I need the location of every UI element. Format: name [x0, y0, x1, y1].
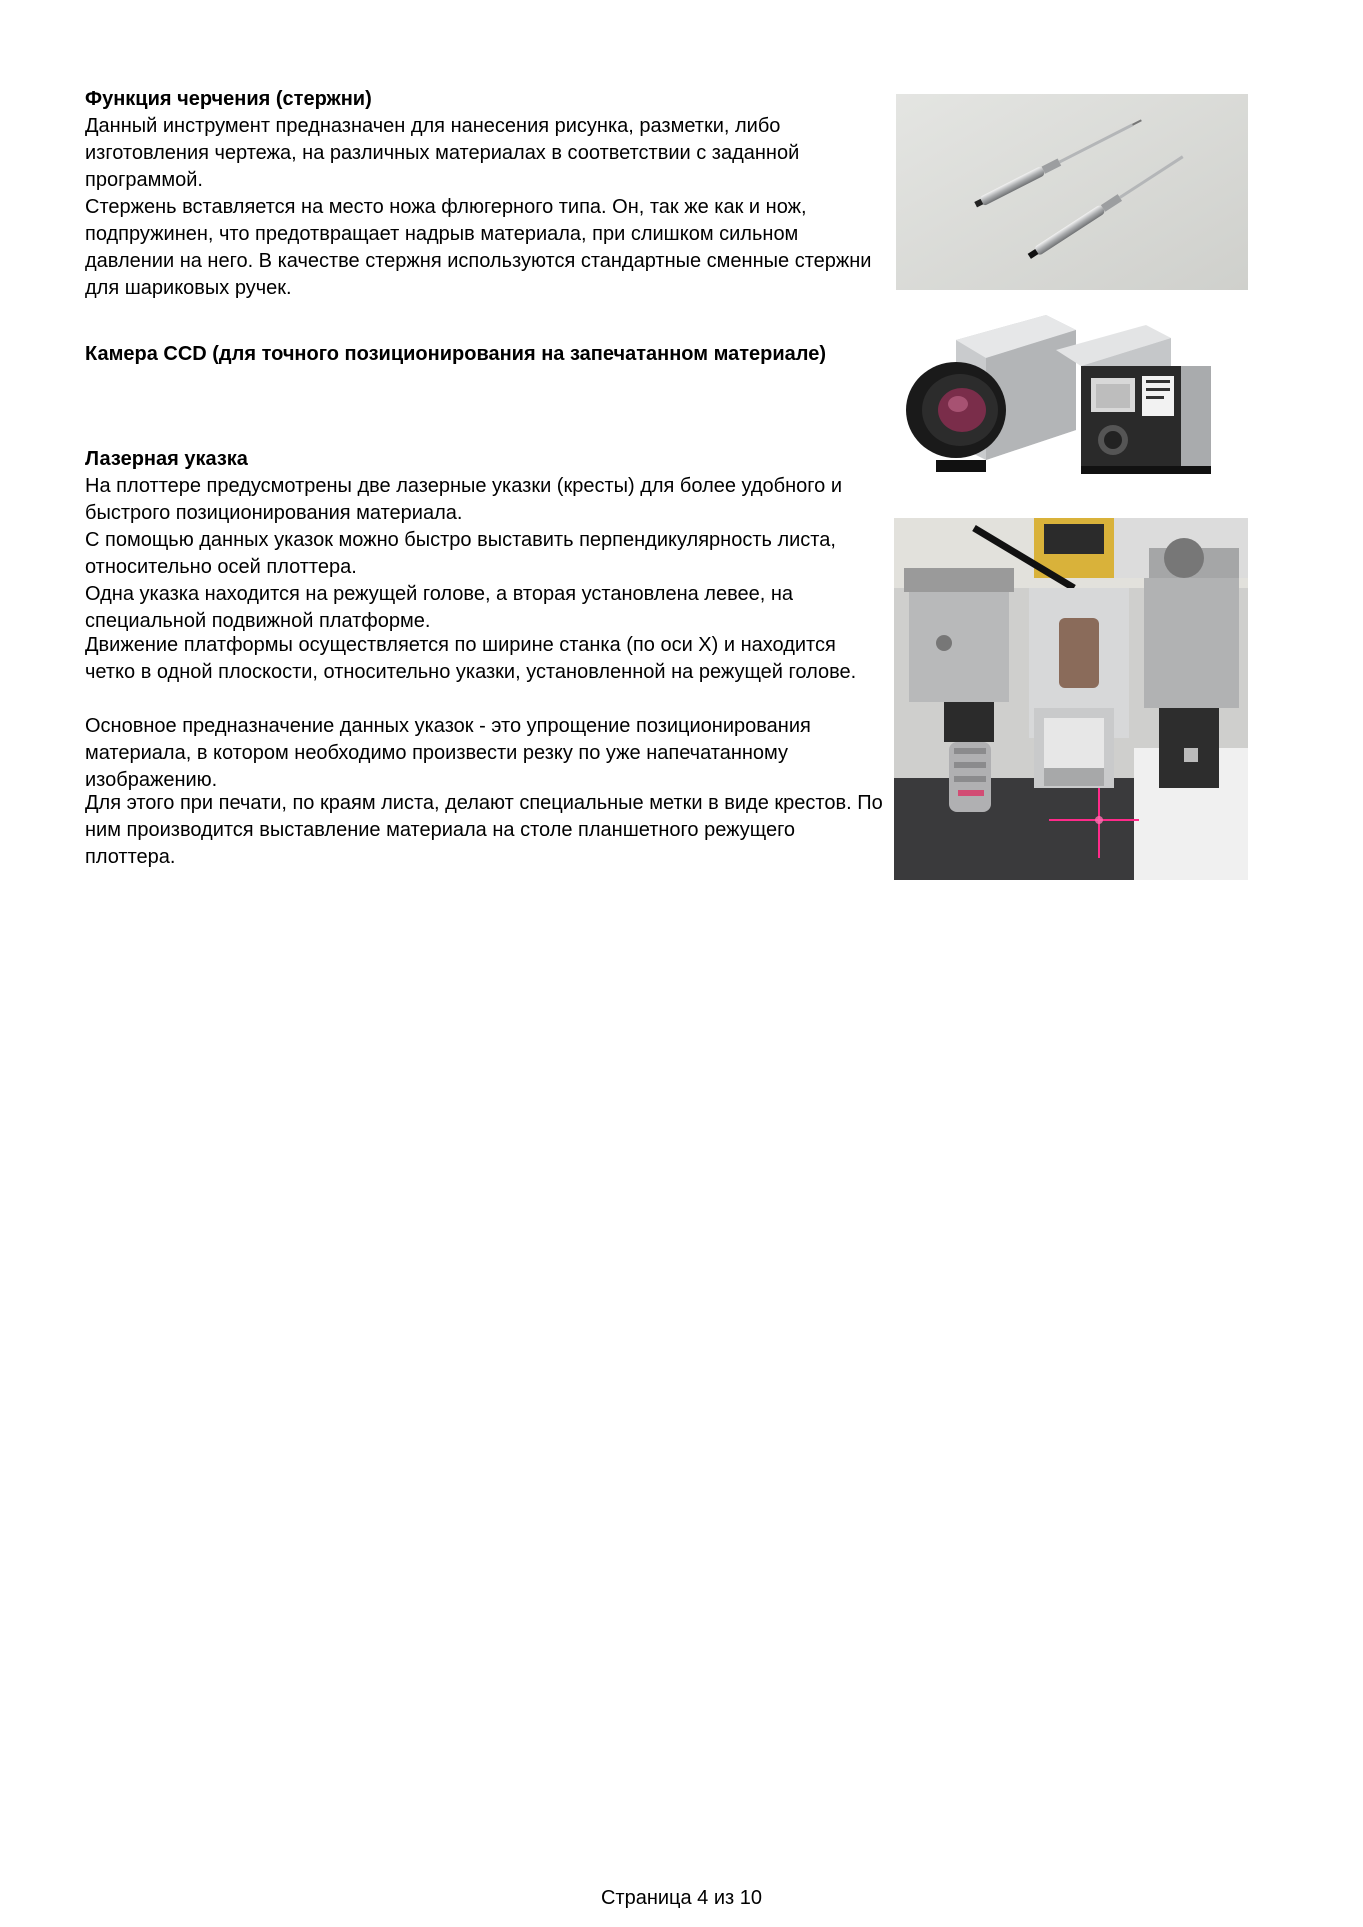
drawing-text: Данный инструмент предназначен для нанесения рисунка, разметки, либо изготовления чертежа, на различных материалах в соответствии с заданной программой. Стержень вставляется на место ножа флюгерного типа. Он, так же как и нож, подпружинен, что предотвращает надрыв материала, при слишком сильном давлении на него. В качестве стержня используются стандартные сменные стержни для шариковых ручек.: [85, 115, 872, 299]
laser-paragraph: На плоттере предусмотрены две лазерные указки (кресты) для более удобного и быстрого позиционирования материала.: [85, 475, 843, 524]
section-laser: [85, 446, 890, 871]
drawing-text-clip: [85, 113, 890, 299]
section-camera: [85, 341, 890, 368]
heading-drawing: Функция черчения (стержни): [85, 88, 372, 110]
pen-rods-photo: [896, 94, 1248, 290]
laser-paragraph: Для этого при печати, по краям листа, делают специальные метки в виде крестов. По ним производится выставление материала на столе планшетного режущего плоттера.: [85, 792, 883, 868]
heading-camera: Камера CCD (для точного позиционирования на запечатанном материале): [85, 343, 827, 365]
laser-paragraph: Основное предназначение данных указок - это упрощение позиционирования материала, в котором необходимо произвести резку по уже напечатанному изображению.: [85, 715, 811, 791]
laser-pointer-photo: [894, 518, 1248, 880]
laser-paragraph: С помощью данных указок можно быстро выставить перпендикулярность листа, относительно осей плоттера.: [85, 529, 836, 578]
page-number: Страница 4 из 10: [600, 1887, 763, 1909]
laser-paragraph: Движение платформы осуществляется по ширине станка (по оси X) и находится четко в одной плоскости, относительно указки, установленной на режущей голове.: [85, 634, 857, 683]
laser-paragraph: Одна указка находится на режущей голове, а вторая установлена левее, на специальной подвижной платформе.: [85, 583, 794, 632]
ccd-camera-photo: [896, 310, 1248, 502]
section-drawing: [85, 86, 890, 299]
heading-laser: Лазерная указка: [85, 448, 248, 470]
